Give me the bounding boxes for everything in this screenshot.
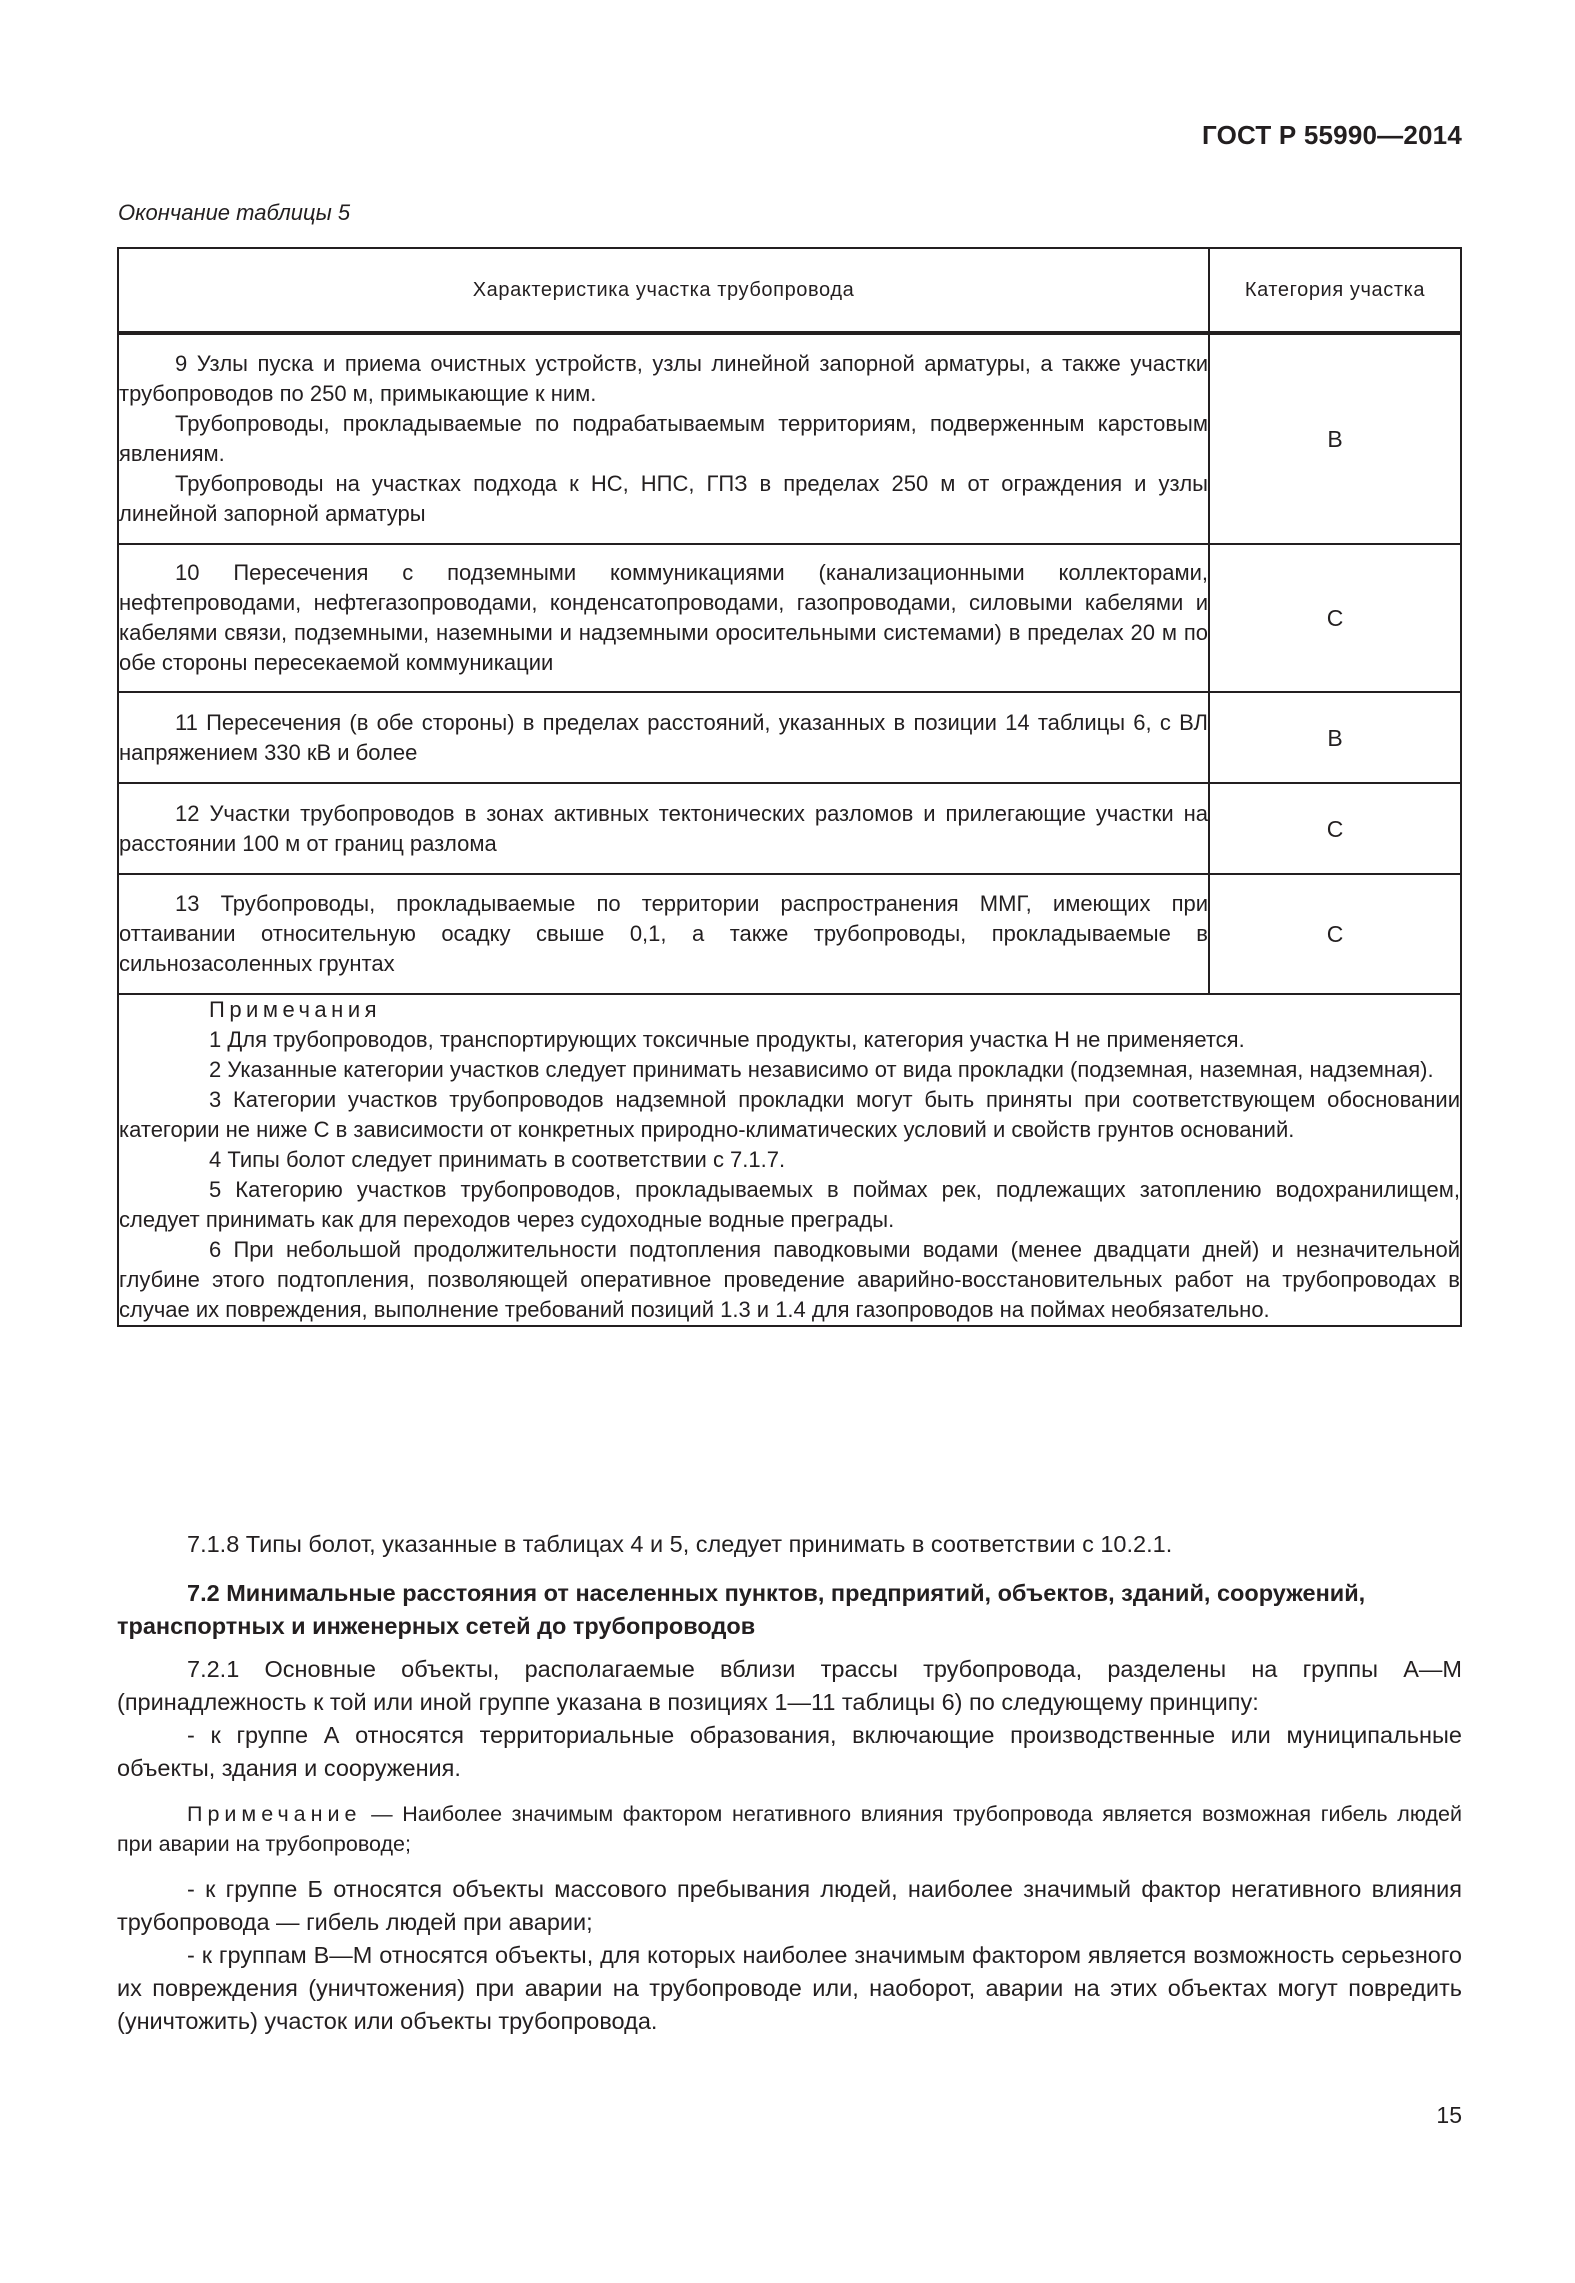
- row-category: С: [1209, 874, 1461, 994]
- notes-title: Примечания: [209, 997, 382, 1022]
- row-category: В: [1209, 334, 1461, 544]
- row-paragraph: Трубопроводы на участках подхода к НС, НПС, ГПЗ в пределах 250 м от ограждения и узлы линейной запорной арматуры: [119, 471, 1208, 526]
- paragraph-7-2-1: 7.2.1 Основные объекты, располагаемые вблизи трассы трубопровода, разделены на группы А—М (принадлежность к той или иной группе указана в позициях 1—11 таблицы 6) по следующему принципу:: [117, 1656, 1462, 1715]
- note-item: 3 Категории участков трубопроводов надземной прокладки могут быть приняты при соответствующем обосновании категории не ниже С в зависимости от конкретных природно-климатических условий и свойств грунтов оснований.: [119, 1087, 1460, 1142]
- row-category: С: [1209, 544, 1461, 692]
- header-category: [1209, 248, 1461, 334]
- note-item: 4 Типы болот следует принимать в соответствии с 7.1.7.: [209, 1147, 786, 1172]
- table-row: [118, 544, 1461, 692]
- section-heading-7-2: 7.2 Минимальные расстояния от населенных пунктов, предприятий, объектов, зданий, сооружений, транспортных и инженерных сетей до трубопроводов: [117, 1580, 1366, 1639]
- group-b-item: - к группе Б относятся объекты массового пребывания людей, наиболее значимый фактор негативного влияния трубопровода — гибель людей при аварии;: [117, 1876, 1462, 1935]
- header-category-label: Категория участка: [1244, 279, 1426, 301]
- group-a-item: - к группе А относятся территориальные образования, включающие производственные или муниципальные объекты, здания и сооружения.: [117, 1722, 1462, 1781]
- paragraph-7-1-8: 7.1.8 Типы болот, указанные в таблицах 4 и 5, следует принимать в соответствии с 10.2.1.: [187, 1531, 1173, 1557]
- document-standard-number: ГОСТ Р 55990—2014: [1202, 120, 1462, 150]
- row-paragraph: 13 Трубопроводы, прокладываемые по территории распространения ММГ, имеющих при оттаивании относительную осадку свыше 0,1, а также трубопроводы, прокладываемые в сильнозасоленных грунтах: [119, 891, 1208, 976]
- table-row: [118, 692, 1461, 783]
- category-table: [117, 247, 1462, 1327]
- row-paragraph: 12 Участки трубопроводов в зонах активных тектонических разломов и прилегающие участки на расстоянии 100 м от границ разлома: [119, 800, 1208, 856]
- note-text: — Наиболее значимым фактором негативного влияния трубопровода является возможная гибель людей при аварии на трубопроводе;: [117, 1802, 1462, 1856]
- table-row: [118, 874, 1461, 994]
- group-v-m-item: - к группам В—М относятся объекты, для которых наиболее значимым фактором является возможность серьезного их повреждения (уничтожения) при аварии на трубопроводе или, наоборот, аварии на этих объектах могут повредить (уничтожить) участок или объекты трубопровода.: [117, 1942, 1462, 2034]
- table-caption: Окончание таблицы 5: [118, 200, 351, 225]
- table-row: [118, 334, 1461, 544]
- table-row: [118, 783, 1461, 874]
- row-category: В: [1209, 692, 1461, 783]
- note-label: Примечание: [187, 1802, 362, 1826]
- row-description: [118, 783, 1209, 874]
- note-item: 1 Для трубопроводов, транспортирующих токсичные продукты, категория участка Н не применяется.: [209, 1027, 1245, 1052]
- row-paragraph: Трубопроводы, прокладываемые по подрабатываемым территориям, подверженным карстовым явлениям.: [119, 411, 1208, 466]
- page-number: 15: [1436, 2102, 1462, 2128]
- note-item: 2 Указанные категории участков следует принимать независимо от вида прокладки (подземная, наземная, надземная).: [209, 1057, 1434, 1082]
- row-paragraph: 9 Узлы пуска и приема очистных устройств, узлы линейной запорной арматуры, а также участки трубопроводов по 250 м, примыкающие к ним.: [119, 351, 1208, 406]
- note-item: 5 Категорию участков трубопроводов, прокладываемых в поймах рек, подлежащих затоплению водохранилищем, следует принимать как для переходов через судоходные водные преграды.: [119, 1177, 1460, 1232]
- table-header-row: [118, 248, 1461, 334]
- group-a-note: [117, 1799, 1462, 1859]
- notes-row: [118, 994, 1461, 1326]
- row-category: С: [1209, 783, 1461, 874]
- header-characteristic: [118, 248, 1209, 334]
- row-description: [118, 544, 1209, 692]
- table-notes: [118, 994, 1461, 1326]
- row-paragraph: 10 Пересечения с подземными коммуникациями (канализационными коллекторами, нефтепроводами, нефтегазопроводами, конденсатопроводами, газопроводами, силовыми кабелями и кабелями связи, подземными, наземными и надземными оросительными системами) в пределах 20 м по обе стороны пересекаемой коммуникации: [119, 560, 1208, 675]
- row-description: [118, 692, 1209, 783]
- header-characteristic-label: Характеристика участка трубопровода: [472, 279, 855, 301]
- row-description: [118, 874, 1209, 994]
- body-text: [117, 1528, 1462, 2038]
- row-description: [118, 334, 1209, 544]
- row-paragraph: 11 Пересечения (в обе стороны) в пределах расстояний, указанных в позиции 14 таблицы 6, с ВЛ напряжением 330 кВ и более: [119, 709, 1208, 765]
- note-item: 6 При небольшой продолжительности подтопления паводковыми водами (менее двадцати дней) и незначительной глубине этого подтопления, позволяющей оперативное проведение аварийно-восстановительных работ на трубопроводах в случае их повреждения, выполнение требований позиций 1.3 и 1.4 для газопроводов на поймах необязательно.: [119, 1237, 1460, 1322]
